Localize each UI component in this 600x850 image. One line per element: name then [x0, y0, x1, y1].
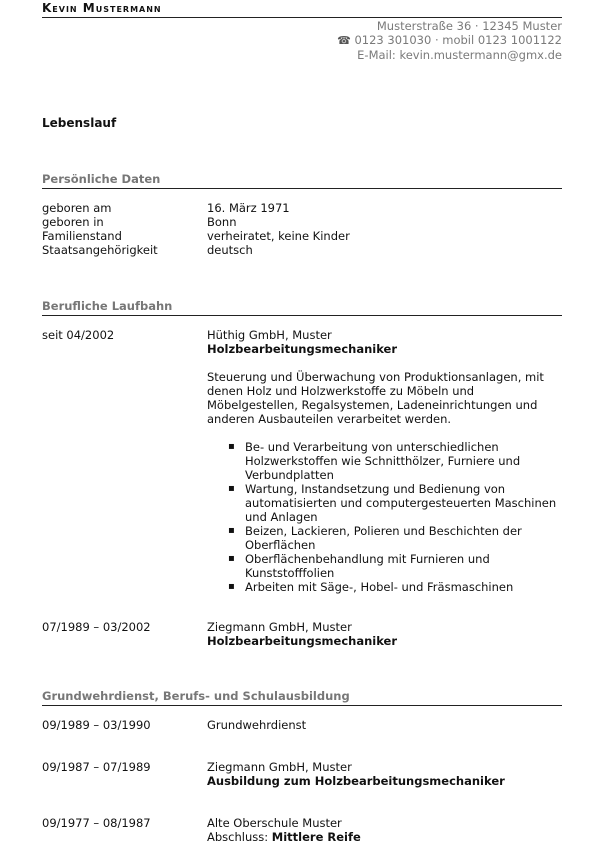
applicant-name: Kevin Mustermann [42, 1, 162, 15]
degree-prefix: Abschluss: [207, 830, 272, 844]
entry-institution: Ziegmann GmbH, Muster [207, 760, 352, 774]
career-entry [42, 620, 562, 648]
phone-numbers: 0123 301030 · mobil 0123 1001122 [354, 33, 562, 47]
list-item: ▪ Arbeiten mit Säge-, Hobel- und Fräsmaschinen [228, 580, 562, 594]
entry-company: Ziegmann GmbH, Muster [207, 620, 352, 634]
list-item: ▪ Oberflächenbehandlung mit Furnieren und Kunststofffolien [228, 552, 562, 580]
entry-details [207, 718, 562, 732]
education-entry [42, 816, 562, 844]
entry-degree [207, 830, 562, 844]
personal-row [42, 201, 562, 215]
row-label: Staatsangehörigkeit [42, 243, 158, 257]
section-heading-career: Berufliche Laufbahn [42, 299, 562, 316]
entry-company: Hüthig GmbH, Muster [207, 328, 332, 342]
entry-period: 09/1989 – 03/1990 [42, 718, 151, 732]
entry-period: 07/1989 – 03/2002 [42, 620, 151, 634]
entry-details [207, 760, 562, 788]
career-entry [42, 328, 562, 594]
entry-period: 09/1987 – 07/1989 [42, 760, 151, 774]
row-value: verheiratet, keine Kinder [207, 229, 350, 243]
entry-training: Ausbildung zum Holzbearbeitungsmechaniker [207, 774, 505, 788]
row-value: 16. März 1971 [207, 201, 290, 215]
entry-period: 09/1977 – 08/1987 [42, 816, 151, 830]
document-title: Lebenslauf [42, 116, 117, 130]
entry-description: Steuerung und Überwachung von Produktionsanlagen, mit denen Holz und Holzwerkstoffe zu Möbeln und Möbelgestellen, Regalsystemen, Ladeneinrichtungen und anderen Ausbauteilen verarbeitet werden. [207, 370, 544, 426]
entry-details [207, 620, 562, 648]
list-item: ▪ Wartung, Instandsetzung und Bedienung von automatisierten und computergesteuerten Maschinen und Anlagen [228, 482, 562, 524]
education-entry [42, 718, 562, 732]
row-value: Bonn [207, 215, 237, 229]
entry-title: Grundwehrdienst [207, 718, 307, 732]
entry-details [207, 816, 562, 844]
contact-block [337, 19, 562, 62]
entry-position: Holzbearbeitungsmechaniker [207, 342, 398, 356]
row-value: deutsch [207, 243, 253, 257]
entry-period: seit 04/2002 [42, 328, 115, 342]
row-label: geboren am [42, 201, 112, 215]
personal-row [42, 215, 562, 229]
telephone-icon: ☎ [337, 34, 351, 47]
row-label: Familienstand [42, 229, 122, 243]
section-heading-education: Grundwehrdienst, Berufs- und Schulausbildung [42, 689, 562, 706]
education-entry [42, 760, 562, 788]
list-item: ▪ Beizen, Lackieren, Polieren und Beschichten der Oberflächen [228, 524, 562, 552]
header-rule [42, 17, 562, 18]
task-list [228, 440, 562, 594]
entry-institution: Alte Oberschule Muster [207, 816, 342, 830]
degree-value: Mittlere Reife [271, 830, 361, 844]
section-heading-personal: Persönliche Daten [42, 172, 562, 189]
address-line: Musterstraße 36 · 12345 Muster [376, 19, 562, 33]
phone-line [337, 33, 562, 48]
entry-position: Holzbearbeitungsmechaniker [207, 634, 398, 648]
email-line: E-Mail: kevin.mustermann@gmx.de [357, 48, 562, 62]
personal-row [42, 243, 562, 257]
list-item: ▪ Be- und Verarbeitung von unterschiedlichen Holzwerkstoffen wie Schnitthölzer, Furniere und Verbundplatten [228, 440, 562, 482]
entry-details [207, 328, 562, 594]
personal-data-list [42, 201, 562, 257]
personal-row [42, 229, 562, 243]
row-label: geboren in [42, 215, 104, 229]
